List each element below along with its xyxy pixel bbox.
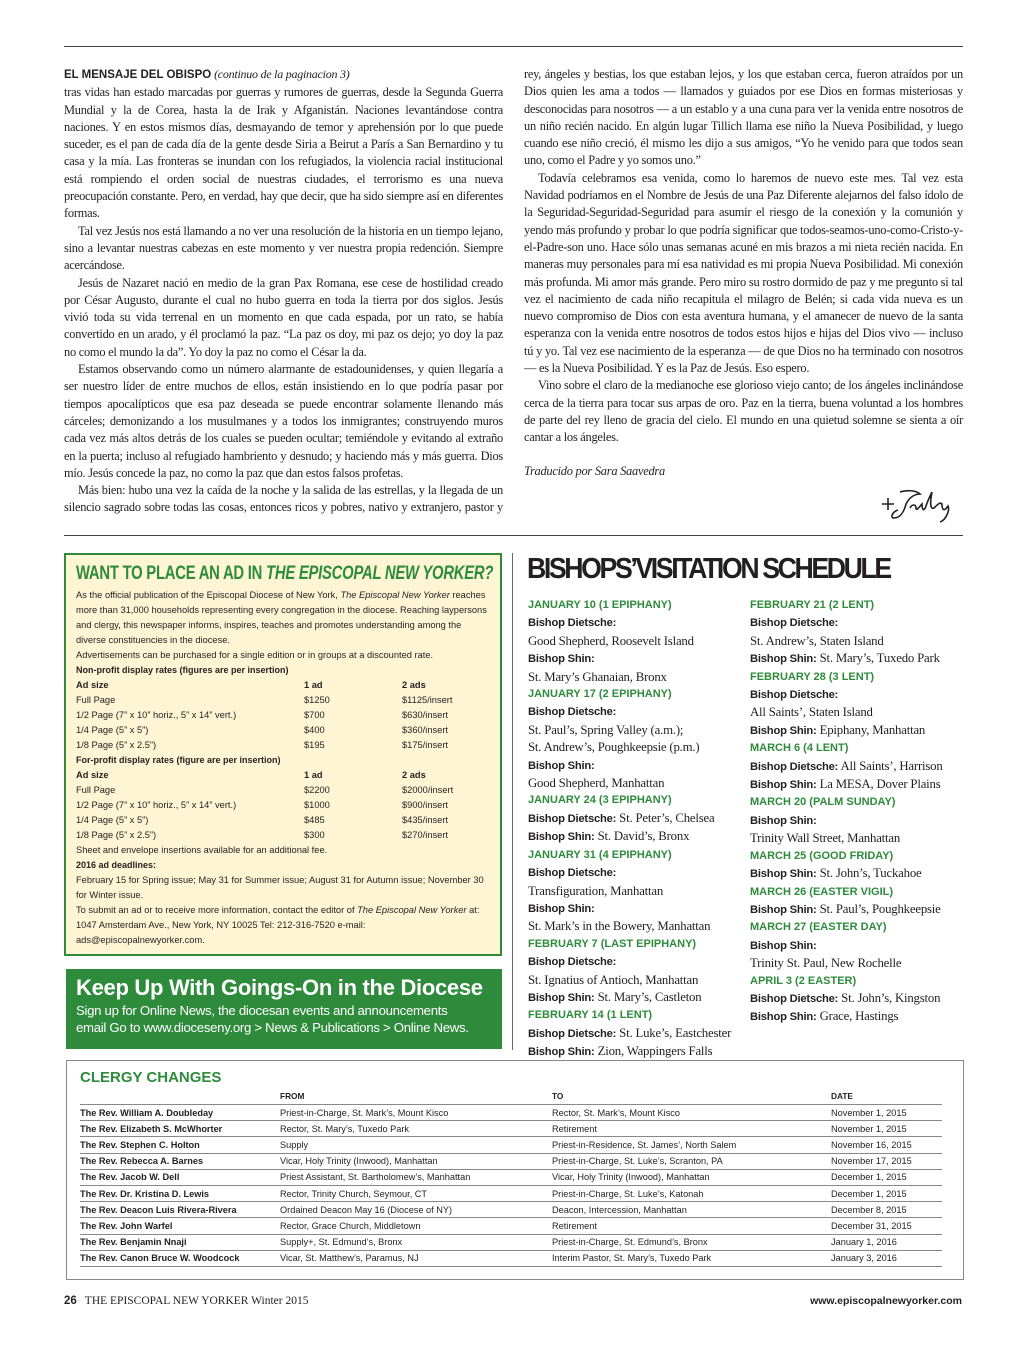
- letter-paragraph: Vino sobre el claro de la medianoche ese glorioso viejo canto; de los ángeles inclinándose cerca de la tierra para tocar sus arpas de oro. Paz en la tierra, buena voluntad a los hombres de parte del rey lleno de gracia del cielo. El mundo en una quietud solemne se sienta a oír cantar a los ángeles.: [524, 378, 963, 445]
- column-header: 1 ad: [304, 680, 323, 690]
- nonprofit-rates-heading: Non-profit display rates (figures are per insertion): [76, 665, 289, 675]
- visitation-entry: [750, 758, 965, 776]
- visitation-entry: [750, 722, 965, 740]
- clergy-name-cell: The Rev. Dr. Kristina D. Lewis: [80, 1185, 280, 1201]
- table-row: [80, 1105, 942, 1121]
- column-header-name: [80, 1091, 280, 1105]
- deadlines-text: February 15 for Spring issue; May 31 for Summer issue; August 31 for Autumn issue; November 30 for Winter issue.: [76, 875, 484, 900]
- visitation-date: MARCH 27 (EASTER DAY): [750, 921, 887, 934]
- bishop-name: Bishop Shin:: [750, 903, 817, 916]
- clergy-to-cell: Retirement: [552, 1121, 831, 1137]
- bishop-name: Bishop Shin:: [528, 1046, 595, 1059]
- table-header-row: [80, 1091, 942, 1105]
- visitation-entry: [528, 1025, 748, 1043]
- visitation-column-right: [750, 597, 965, 1027]
- visitation-place: St. Mary’s Ghanaian, Bronx: [528, 669, 667, 684]
- ad-intro-b: reaches more than 31,000 households representing every congregation in the diocese. Reaching laypersons and clergy, this newspaper informs, inspires, teaches and promotes understanding among the diverse constituencies in the diocese.: [76, 590, 487, 645]
- visitation-place: All Saints’, Staten Island: [750, 705, 873, 720]
- advertising-content: [76, 563, 494, 948]
- ad-title-prefix: WANT TO PLACE AN AD IN: [76, 563, 263, 584]
- bishop-name: Bishop Shin:: [750, 868, 817, 881]
- bishop-name: Bishop Dietsche:: [528, 617, 617, 630]
- table-row: [80, 1250, 942, 1266]
- letter-paragraph: tras vidas han estado marcadas por guerras y rumores de guerras, desde la Segunda Guerra Mundial y la de Corea, hasta la de Irak y Afganistán. Naciones levantándose contra naciones. Y en estos mismos días, desmayando de temor y aprehensión por lo que puede suceder, es el pan de cada día de la gente desde Siria a Beirut a París a San Bernardino y tu casa y la mía. Las fronteras se inundan con los refugiados, la violencia racial institucional está rompiendo el orden social de nuestras ciudades, el terrorismo es una nueva preocupación constante. Pero, en verdad, hay que decir, que ha sido siempre así en diferentes formas.: [64, 85, 503, 221]
- visitation-date: MARCH 25 (GOOD FRIDAY): [750, 849, 894, 862]
- visitation-place: St. Andrew’s, Poughkeepsie (p.m.): [528, 740, 700, 755]
- clergy-date-cell: November 1, 2015: [831, 1105, 942, 1121]
- footer-url[interactable]: www.episcopalnewyorker.com: [810, 1295, 962, 1307]
- clergy-date-cell: November 16, 2015: [831, 1137, 942, 1153]
- bishop-name: Bishop Shin:: [528, 991, 595, 1004]
- table-row: [80, 1169, 942, 1185]
- keep-up-line: email Go to www.dioceseny.org > News & Publications > Online News.: [76, 1020, 469, 1035]
- forprofit-rates-heading: For-profit display rates (figure are per insertion): [76, 755, 281, 765]
- clergy-to-cell: Priest-in-Charge, St. Edmund’s, Bronx: [552, 1234, 831, 1250]
- visitation-entry: [750, 865, 965, 883]
- keep-up-banner: [66, 969, 502, 1049]
- visitation-date: MARCH 26 (EASTER VIGIL): [750, 885, 894, 898]
- bishop-name: Bishop Shin:: [750, 724, 817, 737]
- visitation-date: FEBRUARY 14 (1 LENT): [528, 1009, 653, 1022]
- letter-header-sub: (continuo de la paginacion 3): [214, 67, 350, 81]
- clergy-to-cell: Interim Pastor, St. Mary’s, Tuxedo Park: [552, 1250, 831, 1266]
- ad-title-publication: THE EPISCOPAL NEW YORKER?: [266, 563, 494, 584]
- keep-up-title: Keep Up With Goings-On in the Diocese: [76, 975, 483, 1000]
- visitation-place: Transfiguration, Manhattan: [528, 883, 664, 898]
- visitation-place: Trinity Wall Street, Manhattan: [750, 831, 901, 846]
- bishop-name: Bishop Dietsche:: [528, 956, 617, 969]
- bishop-name: Bishop Dietsche:: [750, 689, 839, 702]
- visitation-entry: [528, 810, 748, 828]
- clergy-name-cell: The Rev. Benjamin Nnaji: [80, 1234, 280, 1250]
- clergy-from-cell: Supply+, St. Edmund’s, Bronx: [280, 1234, 552, 1250]
- visitation-place: La MESA, Dover Plains: [816, 777, 941, 792]
- translator-credit: Traducido por Sara Saavedra: [524, 463, 665, 478]
- rate-cell: $1250: [304, 695, 330, 705]
- visitation-entry: [750, 812, 965, 830]
- visitation-entry: [750, 990, 965, 1008]
- bishop-signature: [876, 482, 956, 526]
- clergy-to-cell: Vicar, Holy Trinity (Inwood), Manhattan: [552, 1169, 831, 1185]
- visitation-place: St. Ignatius of Antioch, Manhattan: [528, 972, 699, 987]
- column-header: 2 ads: [402, 770, 426, 780]
- rate-cell: $400: [304, 725, 325, 735]
- ad-purchase-note: Advertisements can be purchased for a single edition or in groups at a discounted rate.: [76, 650, 434, 660]
- rate-cell: $300: [304, 830, 325, 840]
- bishop-name: Bishop Dietsche:: [528, 1027, 617, 1040]
- rate-cell: $2200: [304, 785, 330, 795]
- visitation-place: Good Shepherd, Roosevelt Island: [528, 633, 694, 648]
- bishop-name: Bishop Shin:: [528, 759, 595, 772]
- visitation-entry: [528, 828, 748, 846]
- letter-paragraph: Jesús de Nazaret nació en medio de la gran Pax Romana, ese cese de hostilidad creado por César Augusto, durante el cual no hubo guerra en toda la tierra por dos siglos. Jesús vivió toda su vida terrenal en un momento en que cada espada, por un rato, se había convertido en un arado, y él proclamó la paz. “La paz os doy, mi paz os dejo; yo doy la paz no como el mundo la da”. Yo doy la paz no como el César la da.: [64, 275, 503, 359]
- visitation-date: FEBRUARY 21 (2 LENT): [750, 599, 875, 611]
- visitation-place: St. Mary’s, Castleton: [594, 989, 702, 1004]
- clergy-from-cell: Ordained Deacon May 16 (Diocese of NY): [280, 1202, 552, 1218]
- bishop-name: Bishop Shin:: [528, 653, 595, 666]
- clergy-changes: [66, 1060, 964, 1280]
- visitation-date: JANUARY 24 (3 EPIPHANY): [528, 794, 672, 807]
- visitation-entry: [750, 776, 965, 794]
- clergy-name-cell: The Rev. Elizabeth S. McWhorter: [80, 1121, 280, 1137]
- rate-cell: $700: [304, 710, 325, 720]
- letter-paragraph: Estamos observando como un número alarmante de estadounidenses, y quien llegaría a ser nuestro líder de entre muchos de ellos, están insistiendo en lo que podría pasar por tiempos apocalípticos que esa paz deseada se puede encontrar solamente llenando más cárceles; demonizando a los musulmanes y a todos los inmigrantes; construyendo muros cada vez más altos detrás de los cuales se pueden ocultar; temiéndole y evitando al extraño en la puerta; incluso al refugiado hambriento y desnudo; y haciendo más y más guerra. Dios mío. Jesús concede la paz, no como la paz que dan estos falsos profetas.: [64, 362, 503, 480]
- clergy-from-cell: Supply: [280, 1137, 552, 1153]
- rate-cell: Full Page: [76, 695, 116, 705]
- column-divider: [512, 553, 513, 1050]
- visitation-title: BISHOPS’VISITATION SCHEDULE: [527, 553, 890, 585]
- visitation-date: MARCH 20 (PALM SUNDAY): [750, 796, 896, 809]
- visitation-place: St. Mark’s in the Bowery, Manhattan: [528, 919, 711, 934]
- publication-name: THE EPISCOPAL NEW YORKER Winter 2015: [84, 1295, 309, 1307]
- clergy-name-cell: The Rev. Stephen C. Holton: [80, 1137, 280, 1153]
- column-header-date: DATE: [831, 1091, 942, 1105]
- clergy-to-cell: Rector, St. Mark’s, Mount Kisco: [552, 1105, 831, 1121]
- clergy-name-cell: The Rev. William A. Doubleday: [80, 1105, 280, 1121]
- bishop-name: Bishop Dietsche:: [528, 706, 617, 719]
- bishop-letter: [64, 66, 963, 528]
- advertising-box: [64, 553, 502, 956]
- visitation-date: JANUARY 10 (1 EPIPHANY): [528, 599, 672, 611]
- visitation-place: St. Luke’s, Eastchester: [616, 1025, 732, 1040]
- visitation-date: APRIL 3 (2 EASTER): [750, 974, 857, 987]
- forprofit-rates-table: [76, 768, 490, 843]
- visitation-date: MARCH 6 (4 LENT): [750, 742, 849, 755]
- nonprofit-rates-table: [76, 678, 490, 753]
- mid-rule: [64, 535, 963, 536]
- bishop-name: Bishop Dietsche:: [750, 992, 839, 1005]
- visitation-entry: [750, 614, 965, 632]
- visitation-date: FEBRUARY 28 (3 LENT): [750, 670, 875, 683]
- clergy-date-cell: December 8, 2015: [831, 1202, 942, 1218]
- clergy-from-cell: Rector, Grace Church, Middletown: [280, 1218, 552, 1234]
- table-row: [80, 1121, 942, 1137]
- table-row: [80, 1234, 942, 1250]
- bishop-name: Bishop Shin:: [750, 939, 817, 952]
- ad-title: [76, 563, 494, 585]
- visitation-place: Grace, Hastings: [816, 1009, 899, 1024]
- table-row: [80, 1137, 942, 1153]
- column-header-to: TO: [552, 1091, 831, 1105]
- rate-cell: $1125/insert: [402, 695, 453, 705]
- clergy-to-cell: Priest-in-Residence, St. James’, North Salem: [552, 1137, 831, 1153]
- visitation-entry: [528, 953, 748, 971]
- rate-cell: $270/insert: [402, 830, 448, 840]
- clergy-date-cell: November 1, 2015: [831, 1121, 942, 1137]
- visitation-entry: [750, 937, 965, 955]
- letter-first-paragraph: [64, 66, 503, 223]
- ad-submit-publication: The Episcopal New Yorker: [357, 905, 467, 915]
- clergy-changes-table: [80, 1091, 942, 1267]
- table-row: [80, 1185, 942, 1201]
- rate-cell: 1/2 Page (7” x 10” horiz., 5” x 14” vert.): [76, 800, 237, 810]
- visitation-place: Zion, Wappingers Falls: [594, 1044, 713, 1059]
- clergy-name-cell: The Rev. Rebecca A. Barnes: [80, 1153, 280, 1169]
- ad-intro-publication: The Episcopal New Yorker: [340, 590, 450, 600]
- visitation-place: All Saints’, Harrison: [838, 758, 943, 773]
- visitation-entry: [528, 989, 748, 1007]
- visitation-date: FEBRUARY 7 (LAST EPIPHANY): [528, 937, 697, 950]
- column-header: 1 ad: [304, 770, 323, 780]
- visitation-entry: [528, 614, 748, 632]
- rate-cell: 1/4 Page (5” x 5”): [76, 725, 149, 735]
- table-row: [80, 1153, 942, 1169]
- ad-intro-a: As the official publication of the Episcopal Diocese of New York,: [76, 590, 341, 600]
- clergy-from-cell: Priest-in-Charge, St. Mark’s, Mount Kisco: [280, 1105, 552, 1121]
- clergy-date-cell: December 1, 2015: [831, 1185, 942, 1201]
- visitation-place: Epiphany, Manhattan: [816, 722, 926, 737]
- bishop-name: Bishop Dietsche:: [750, 617, 839, 630]
- clergy-name-cell: The Rev. Canon Bruce W. Woodcock: [80, 1250, 280, 1266]
- ad-submit-b: at: 1047 Amsterdam Ave., New York, NY 10025 Tel: 212-316-7520 e-mail: ads@episcopalnewyorker.com.: [76, 905, 480, 945]
- visitation-place: St. John’s, Kingston: [838, 990, 941, 1005]
- rate-cell: 1/8 Page (5” x 2.5”): [76, 830, 157, 840]
- visitation-place: St. Andrew’s, Staten Island: [750, 633, 884, 648]
- visitation-place: St. Paul’s, Spring Valley (a.m.);: [528, 722, 684, 737]
- column-header-from: FROM: [280, 1091, 552, 1105]
- clergy-name-cell: The Rev. Deacon Luis Rivera-Rivera: [80, 1202, 280, 1218]
- visitation-entry: [528, 900, 748, 918]
- clergy-date-cell: November 17, 2015: [831, 1153, 942, 1169]
- clergy-from-cell: Vicar, Holy Trinity (Inwood), Manhattan: [280, 1153, 552, 1169]
- clergy-to-cell: Retirement: [552, 1218, 831, 1234]
- rate-cell: $435/insert: [402, 815, 448, 825]
- rate-cell: $175/insert: [402, 740, 448, 750]
- letter-paragraph: Más bien: hubo una vez la caída de la noche y la salida de las estrellas, y la llegada de un silencio sagrado sobre todas las cosas, entonces ricos y pobres, nativo y extranjero, pastor y rey, ángeles y bestias, los que estaban lejos, y los que estaban cerca, fueron atraídos por un Dios quien les ama a todos — llamados y guiados por ese Dios en formas misteriosas y desconocidas para nosotros — a un establo y a una cuna para ver la venida entre nosotros de un niño recién nacido. En algún lugar Tillich llama ese niño la Nueva Posibilidad, y luego cuando ese niño creció, él mismo les dijo a sus amigos, “Yo he venido para que todos sean uno, como el Padre y yo somos uno.”: [64, 67, 963, 515]
- ad-sheet-note: Sheet and envelope insertions available for an additional fee.: [76, 845, 328, 855]
- clergy-to-cell: Deacon, Intercession, Manhattan: [552, 1202, 831, 1218]
- visitation-date: JANUARY 31 (4 EPIPHANY): [528, 848, 672, 861]
- clergy-from-cell: Rector, Trinity Church, Seymour, CT: [280, 1185, 552, 1201]
- rate-cell: Full Page: [76, 785, 116, 795]
- keep-up-line: Sign up for Online News, the diocesan events and announcements: [76, 1003, 448, 1018]
- column-header: Ad size: [76, 770, 109, 780]
- rate-cell: $485: [304, 815, 325, 825]
- rate-cell: $2000/insert: [402, 785, 454, 795]
- clergy-changes-title: CLERGY CHANGES: [80, 1069, 222, 1086]
- visitation-place: Good Shepherd, Manhattan: [528, 776, 665, 791]
- table-row: [80, 1202, 942, 1218]
- bishop-name: Bishop Shin:: [528, 902, 595, 915]
- bishop-name: Bishop Shin:: [750, 814, 817, 827]
- rate-cell: 1/4 Page (5” x 5”): [76, 815, 149, 825]
- clergy-date-cell: January 1, 2016: [831, 1234, 942, 1250]
- ad-submit-info: [76, 903, 490, 948]
- clergy-from-cell: Rector, St. Mary’s, Tuxedo Park: [280, 1121, 552, 1137]
- clergy-name-cell: The Rev. John Warfel: [80, 1218, 280, 1234]
- column-header: 2 ads: [402, 680, 426, 690]
- bishop-name: Bishop Dietsche:: [750, 760, 839, 773]
- visitation-place: St. Paul’s, Poughkeepsie: [816, 901, 941, 916]
- clergy-to-cell: Priest-in-Charge, St. Luke’s, Katonah: [552, 1185, 831, 1201]
- visitation-entry: [528, 703, 748, 721]
- rate-cell: 1/2 Page (7” x 10” horiz., 5” x 14” vert.): [76, 710, 237, 720]
- rate-cell: $1000: [304, 800, 330, 810]
- bishop-name: Bishop Shin:: [750, 779, 817, 792]
- page-number: 26: [64, 1295, 77, 1307]
- visitation-place: Trinity St. Paul, New Rochelle: [750, 956, 902, 971]
- rate-cell: $630/insert: [402, 710, 448, 720]
- bishop-name: Bishop Dietsche:: [528, 867, 617, 880]
- rate-cell: 1/8 Page (5” x 2.5”): [76, 740, 157, 750]
- visitation-entry: [528, 650, 748, 668]
- bishop-name: Bishop Shin:: [528, 831, 595, 844]
- clergy-name-cell: The Rev. Jacob W. Dell: [80, 1169, 280, 1185]
- clergy-date-cell: January 3, 2016: [831, 1250, 942, 1266]
- letter-paragraph: Tal vez Jesús nos está llamando a no ver una resolución de la historia en un tiempo lejano, sino a levantar nuestras cabezas en este momento y ver nuestra propia redención. Siempre acercándose.: [64, 223, 503, 273]
- visitation-place: St. Peter’s, Chelsea: [616, 810, 715, 825]
- visitation-entry: [750, 1008, 965, 1026]
- clergy-date-cell: December 1, 2015: [831, 1169, 942, 1185]
- visitation-entry: [750, 686, 965, 704]
- visitation-entry: [528, 1043, 748, 1061]
- top-rule: [64, 46, 963, 47]
- bishop-name: Bishop Dietsche:: [528, 812, 617, 825]
- footer-left: [64, 1295, 308, 1307]
- ad-submit-a: To submit an ad or to receive more information, contact the editor of: [76, 905, 358, 915]
- clergy-from-cell: Vicar, St. Matthew’s, Paramus, NJ: [280, 1250, 552, 1266]
- rate-cell: $360/insert: [402, 725, 448, 735]
- visitation-entry: [528, 757, 748, 775]
- visitation-place: St. David’s, Bronx: [594, 829, 690, 844]
- clergy-to-cell: Priest-in-Charge, St. Luke’s, Scranton, PA: [552, 1153, 831, 1169]
- visitation-place: St. John’s, Tuckahoe: [816, 866, 922, 881]
- letter-header: EL MENSAJE DEL OBISPO: [64, 69, 212, 81]
- visitation-date: JANUARY 17 (2 EPIPHANY): [528, 688, 672, 701]
- deadlines-heading: 2016 ad deadlines:: [76, 860, 157, 870]
- visitation-place: St. Mary’s, Tuxedo Park: [816, 651, 940, 666]
- clergy-from-cell: Priest Assistant, St. Bartholomew’s, Manhattan: [280, 1169, 552, 1185]
- rate-cell: $195: [304, 740, 325, 750]
- visitation-entry: [750, 901, 965, 919]
- column-header: Ad size: [76, 680, 109, 690]
- bishop-name: Bishop Shin:: [750, 1011, 817, 1024]
- letter-paragraph: Todavía celebramos esa venida, como lo haremos de nuevo este mes. Tal vez esta Navidad podríamos en el Nombre de Jesús de una Paz Diferente alejarnos del falso ídolo de la Seguridad-Seguridad-Seguridad para asumir el riesgo de la conexión y la comunión y yendo más profundo y probar lo que podría significar que todos-seamos-uno-como-Cristo-y-el-Padre-son uno. Hace sólo unas semanas acuné en mis brazos a mi nieta recién nacida. En maneras muy personales para mí esa natividad es mi propia Nueva Posibilidad. Mi conexión más profunda. Mi amor más grande. Pero miro su rostro dormido de paz y me pregunto si tal vez el nacimiento de cada niño recapitula el milagro de Belén; si cada vida nueva es un nuevo compromiso de Dios con esta aventura humana, y el amanecer de nuevo de la santa esperanza con la venida entre nosotros de todos estos hijos e hijas del Dios vivo — incluso tú y yo. Tal vez ese nacimiento de la esperanza — de que Dios no ha terminado con nosotros — es la Nueva Posibilidad. Y es la Paz de Jesús. Eso espero.: [524, 170, 963, 376]
- visitation-column-left: [528, 597, 748, 1062]
- clergy-table-body: [80, 1105, 942, 1267]
- visitation-entry: [750, 650, 965, 668]
- table-row: [80, 1218, 942, 1234]
- ad-intro: [76, 588, 490, 648]
- clergy-date-cell: December 31, 2015: [831, 1218, 942, 1234]
- visitation-entry: [528, 864, 748, 882]
- bishop-name: Bishop Shin:: [750, 653, 817, 666]
- rate-cell: $900/insert: [402, 800, 448, 810]
